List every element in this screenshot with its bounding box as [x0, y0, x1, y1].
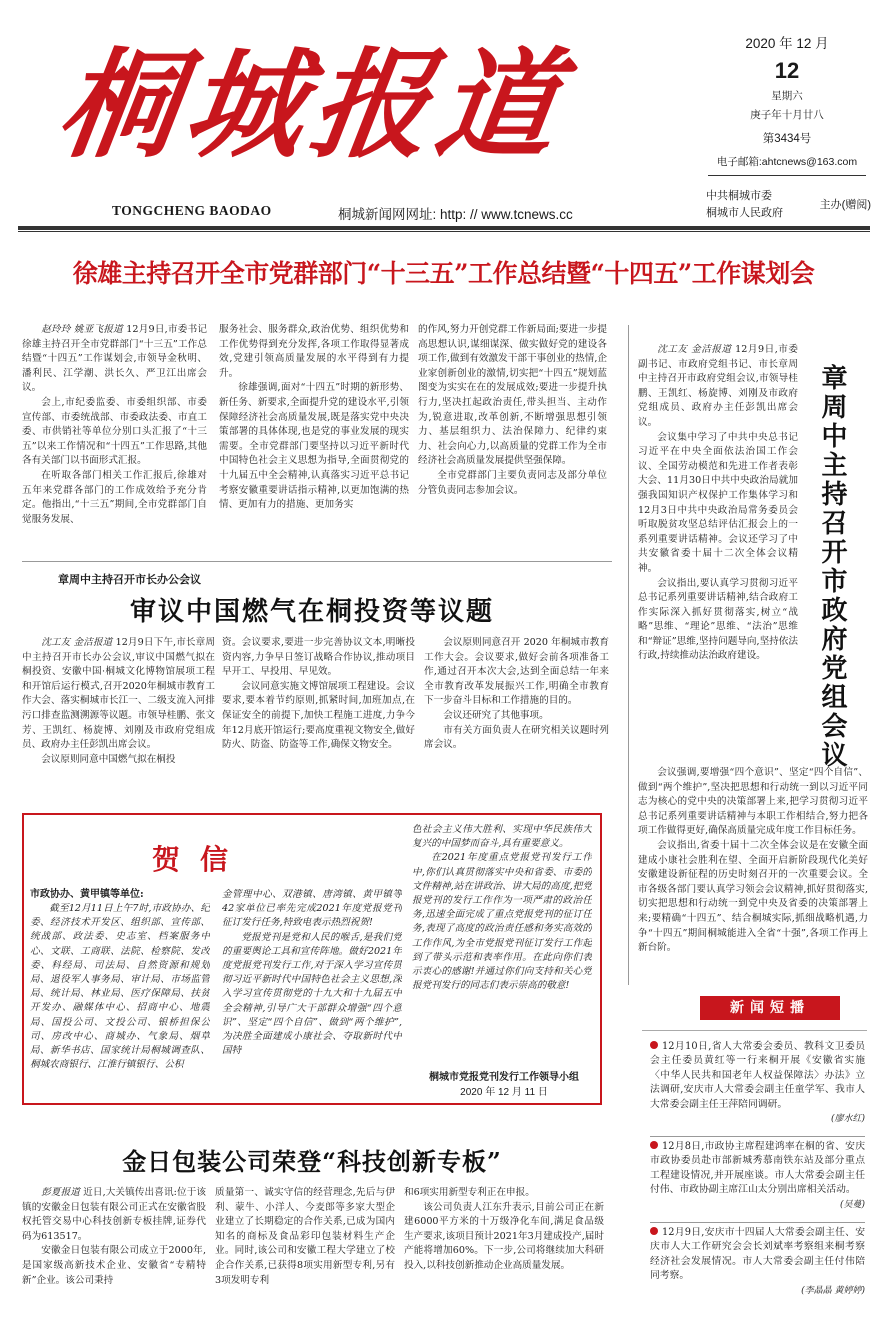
- meeting-paragraph: 市有关方面负责人在研究相关议题时列席会议。: [424, 724, 609, 751]
- lead-column-1: [22, 323, 207, 555]
- party-paragraph: 会议指出,省委十届十二次全体会议是在安徽全面建成小康社会胜利在望、全面开启新阶段现代化美好安徽建设新征程的历史时刻召开的一次重要会议。全市各级各部门要认真学习领会会议精神,抓好贯彻落实,切实把思想和行动统一到党中央及省委的决策部署上来;要精确“十四五”、结合桐城实际,抓细战略机遇,力争“十四五”期间桐城能进入全省“十强”,各项工作再上新台阶。: [638, 839, 868, 954]
- meeting-paragraph: 会议同意实施文博馆展项工程建设。会议要求,要本着节约原则,抓紧时间,加班加点,在保证安全的前提下,加快工程施工进度,力争今年12月底开馆运行;要高度重视文物安全,做好防火、防盗、防盗等工作,确保文物安全。: [222, 680, 415, 751]
- sponsor-block: [706, 188, 871, 222]
- lead-column-2: [219, 323, 409, 555]
- issue-lunar-date: 庚子年十月廿八: [750, 109, 824, 121]
- company-column-3: [404, 1186, 604, 1310]
- meeting-paragraph: 会议原则同意中国燃气拟在桐投: [41, 753, 176, 765]
- lead-column-3: [418, 323, 607, 555]
- lead-paragraph: 全市党群部门主要负责同志及部分单位分管负责同志参加会议。: [418, 469, 607, 496]
- lead-headline[interactable]: 徐雄主持召开全市党群部门“十三五”工作总结暨“十四五”工作谋划会: [72, 259, 815, 288]
- meeting-paragraph: 12月9日下午,市长章周中主持召开市长办公会议,审议中国燃气拟在桐投资、安徽中国·桐城文化博物馆展项工程和开馆后运行模式,召开2020年桐城市教育工作大会、落实桐城市长江一、二级支流入河排污口排查监测溯源等议题。市领导桂鹏、张文芳、王凯红、杨旋博、刘刚及市政府党组成员、政府办主任彭凯出席会议。: [22, 637, 215, 751]
- divider: [22, 561, 612, 562]
- meeting-column-1: [22, 636, 215, 804]
- lead-byline: 赵玲玲 姚亚飞报道: [41, 324, 123, 335]
- letter-column-1: [30, 902, 210, 1098]
- lead-paragraph: 在听取各部门相关工作汇报后,徐雄对五年来党群各部门的工作成效给予充分肯定。他指出,“十三五”期间,全市党群部门自觉服务发展、: [22, 469, 207, 525]
- party-paragraph: 12月9日,市委副书记、市政府党组书记、市长章周中主持召开市政府党组会议,市领导桂鹏、王凯红、杨旋博、刘刚及市政府党组成员、政府办主任彭凯出席会议。: [638, 344, 798, 428]
- letter-title[interactable]: 贺信: [152, 843, 249, 876]
- company-paragraph: 近日,大关镇传出喜讯:位于该镇的安徽金日包装有限公司正式在安徽省股权托管交易中心科技创新专板挂牌,证券代码为613517。: [22, 1187, 206, 1242]
- brief-source: (吴蔓): [839, 1199, 865, 1210]
- masthead-title: 桐城报道: [50, 35, 574, 174]
- brief-text: 12月9日,安庆市十四届人大常委会副主任、安庆市人大工作研究会会长刘斌率考察组来桐考察经济社会发展情况。市人大常委会副主任付伟陪同考察。: [650, 1227, 865, 1282]
- sponsor-role: 主办(赠阅): [819, 199, 871, 211]
- divider: [708, 175, 866, 176]
- letter-paragraph: 金管理中心、双港镇、唐湾镇、黄甲镇等42家单位已率先完成2021年度党报党刊征订发行任务,特致电表示热烈祝贺!: [222, 889, 402, 929]
- party-column-top: [638, 343, 798, 763]
- lead-paragraph: 12月9日,市委书记徐雄主持召开全市党群部门“十三五”工作总结暨“十四五”工作谋划会,市领导金秋明、潘利民、江学潮、洪长久、严卫江出席会议。: [22, 324, 207, 394]
- meeting-subhead: 章周中主持召开市长办公会议: [58, 573, 201, 586]
- sponsor-1: 中共桐城市委: [706, 190, 772, 202]
- party-column-bottom: [638, 766, 868, 984]
- issue-weekday: 星期六: [771, 90, 803, 102]
- news-brief-title[interactable]: 新闻短播: [700, 996, 840, 1020]
- company-paragraph: 质量第一、诚实守信的经营理念,先后与伊利、蒙牛、小洋人、今麦郎等多家大型企业建立了长期稳定的合作关系,已成为国内知名的商标及食品彩印包装材料生产企业。同时,该公司和安徽工程大学建立了校企合作关系,已获得8项实用新型专利,另有3项发明专利: [215, 1187, 395, 1286]
- company-paragraph: 和6项实用新型专利正在申报。: [404, 1187, 535, 1198]
- meeting-column-3: [424, 636, 609, 804]
- brief-text: 12月8日,市政协主席程建鸿率在桐的省、安庆市政协委员赴市部新城秀慕南铁东站及部分重点工程建设情况,并开展座谈。市人大常委会副主任付伟、市政协副主席江山太分别出席相关活动。: [650, 1141, 865, 1196]
- letter-date: 2020 年 12 月 11 日: [460, 1087, 548, 1098]
- issue-day: 12: [774, 58, 800, 83]
- brief-source: (李晶晶 黄婷婷): [801, 1285, 865, 1296]
- party-headline[interactable]: 章周中主持召开市政府党组会议: [817, 364, 847, 770]
- bullet-icon: [650, 1227, 658, 1235]
- news-brief-item[interactable]: [650, 1140, 865, 1220]
- meeting-paragraph: 资。会议要求,要进一步完善协议文本,明晰投资内容,力争早日签订战略合作协议,推动项目早开工、早投用、早见效。: [222, 637, 415, 678]
- letter-salutation: 市政协办、黄甲镇等单位:: [30, 889, 144, 900]
- divider: [628, 325, 629, 985]
- issue-info-box: [702, 30, 872, 198]
- letter-column-2: [222, 888, 402, 1100]
- issue-email[interactable]: 电子邮箱:ahtcnews@163.com: [716, 156, 858, 168]
- masthead-rule: [18, 226, 870, 230]
- masthead-url[interactable]: 桐城新闻网网址: http: // www.tcnews.cc: [338, 207, 573, 222]
- divider: [650, 1136, 865, 1137]
- letter-paragraph: 色社会主义伟大胜利、实现中华民族伟大复兴的中国梦而奋斗,具有重要意义。: [412, 824, 592, 850]
- news-brief-item[interactable]: [650, 1040, 865, 1132]
- letter-column-3: [412, 823, 592, 1059]
- divider: [650, 1222, 865, 1223]
- masthead-rule-thin: [18, 231, 870, 232]
- lead-paragraph: 会上,市纪委监委、市委组织部、市委宣传部、市委统战部、市委政法委、市直工委、市供销社等单位分别口头汇报了“十三五”以来工作情况和“十四五”工作思路,其他各有关部门以书面形式汇报。: [22, 396, 207, 467]
- letter-paragraph: 党报党刊是党和人民的喉舌,是我们党的重要舆论工具和宣传阵地。做好2021年度党报党刊发行工作,对于深入学习宣传贯彻习近平新时代中国特色社会主义思想,深入学习宣传贯彻党的十九大和十九届五中全会精神,引导广大干部群众增强“四个意识”、坚定“四个自信”、做到“两个维护”,为决胜全面建成小康社会、夺取新时代中国特: [222, 931, 402, 1057]
- brief-text: 12月10日,省人大常委会委员、教科文卫委员会主任委员黄红等一行来桐开展《安徽省实施〈中华人民共和国老年人权益保障法〉办法》立法调研,安庆市人大常委会副主任童学军、我市人大常委会副主任王萍陪同调研。: [650, 1041, 865, 1110]
- issue-number: 第3434号: [762, 133, 812, 145]
- letter-paragraph: 截至12月11日上午7时,市政协办、纪委、经济技术开发区、组织部、宣传部、统战部、政法委、史志室、档案服务中心、文联、工商联、法院、检察院、发改委、科经局、司法局、自然资源和规划局、退役军人事务局、审计局、市场监管局、统计局、林业局、医疗保障局、扶贫开发办、融媒体中心、招商中心、地震局、国投公司、文投公司、银桥担保公司、房改中心、商城办、气象局、烟草局、新华书店、国家统计局桐城调查队、桐城农商银行、江淮行镇银行、公积: [30, 903, 210, 1071]
- bullet-icon: [650, 1041, 658, 1049]
- news-brief-item[interactable]: [650, 1226, 865, 1306]
- lead-paragraph: 的作风,努力开创党群工作新局面;要进一步提高思想认识,谋细谋深、做实做好党的建设各项工作,做到有效激发干部干事创业的热情,企业家创新创业的激情,切实把“十四五”规划蓝图变为实实在在的发展成效;要进一步提升执行力,坚决扛起政治责任,带头担当、主动作为,锐意进取,改革创新,不断增强思想引领力、基层组织力、法治保障力、纪律约束力、社会向心力,以高质量的党群工作为全市经济社会高质量发展提供坚强保障。: [418, 324, 607, 467]
- party-paragraph: 会议强调,要增强“四个意识”、坚定“四个自信”、做到“两个维护”,坚决把思想和行动统一到以习近平同志为核心的党中央的决策部署上来,把学习贯彻习近平总书记系列重要讲话精神与本职工作相结合,努力把各项工作做得更好,确保高质量完成年度工作目标任务。: [638, 767, 868, 837]
- company-byline: 彭夏报道: [41, 1187, 80, 1198]
- bullet-icon: [650, 1141, 658, 1149]
- letter-paragraph: 在2021年度重点党报党刊发行工作中,你们认真贯彻落实中央和省委、市委的文件精神,站在讲政治、讲大局的高度,把党报党刊的发行工作作为一项严肃的政治任务,迅速全面完成了重点党报党刊的征订任务,表现了高度的政治责任感和务实高效的工作作风,为全市党报党刊征订发行工作起到了带头示范和表率作用。在此向你们表示衷心的感谢!并通过你们向支持和关心党报党刊发行的同志们表示崇高的敬意!: [412, 852, 592, 992]
- lead-paragraph: 徐雄强调,面对“十四五”时期的新形势、新任务、新要求,全面提升党的建设水平,引领保障经济社会高质量发展,既是落实党中央决策部署的具体体现,也是党的事业发展的现实需要。全市党群部门要坚持以习近平新时代中国特色社会主义思想为指导,全面贯彻党的十九届五中全会精神,认真落实习近平总书记考察安徽重要讲话指示精神,以更加饱满的热情、更加有力的措施、更加务实: [219, 382, 409, 511]
- meeting-paragraph: 会议还研究了其他事项。: [443, 709, 549, 721]
- letter-signature: 桐城市党报党刊发行工作领导小组: [429, 1072, 579, 1083]
- party-paragraph: 会议指出,要认真学习贯彻习近平总书记系列重要讲话精神,结合政府工作实际深入抓好贯彻落实,树立“战略”思维、“理论”思维、“法治”思维和“辩证”思维,坚持问题导向,坚持依法行政,持续推动法治政府建设。: [638, 577, 798, 662]
- meeting-headline[interactable]: 审议中国燃气在桐投资等议题: [129, 597, 494, 627]
- company-column-1: [22, 1186, 206, 1310]
- sponsor-2: 桐城市人民政府: [706, 207, 783, 219]
- brief-source: (廖水红): [830, 1114, 865, 1125]
- party-byline: 沈工友 金洁报道: [657, 344, 732, 355]
- party-paragraph: 会议集中学习了中共中央总书记习近平在中央全面依法治国工作会议、全国劳动模范和先进工作者表彰大会、11月30日中共中央政治局就加强我国知识产权保护工作集体学习和12月3日中共中央政治局常务委员会听取脱贫攻坚总结评估汇报会上的一系列重要讲话精神。会议还学习了中共安徽省委十届十二次全体会议精神。: [638, 431, 798, 574]
- meeting-paragraph: 会议原则同意召开 2020 年桐城市教育工作大会。会议要求,做好会前各项准备工作,通过召开本次大会,达到全面总结一年来全市教育改革发展振兴工作,明确全市教育下一步奋斗目标和工作措施的目的。: [424, 637, 609, 707]
- lead-paragraph: 服务社会、服务群众,政治优势、组织优势和工作优势得到充分发挥,各项工作取得显著成效,党建引领高质量发展的水平得到有力提升。: [219, 324, 409, 379]
- company-headline[interactable]: 金日包装公司荣登“科技创新专板”: [122, 1147, 502, 1176]
- company-paragraph: 安徽金日包装有限公司成立于2000年,是国家级高新技术企业、安徽省“专精特新”企业。该公司秉持: [22, 1245, 206, 1286]
- masthead-pinyin: TONGCHENG BAODAO: [112, 203, 272, 218]
- meeting-byline: 沈工友 金洁报道: [41, 637, 113, 648]
- company-column-2: [215, 1186, 395, 1310]
- issue-date: 2020 年 12 月: [745, 36, 829, 51]
- company-paragraph: 该公司负责人江东升表示,目前公司正在新建6000平方米的十万级净化车间,满足食品级生产要求,该项目预计2021年3月建成投产,届时产能将增加60%。下一步,公司将继续加大科研投入,以科技创新推动企业高质量发展。: [404, 1201, 604, 1271]
- meeting-column-2: [222, 636, 415, 804]
